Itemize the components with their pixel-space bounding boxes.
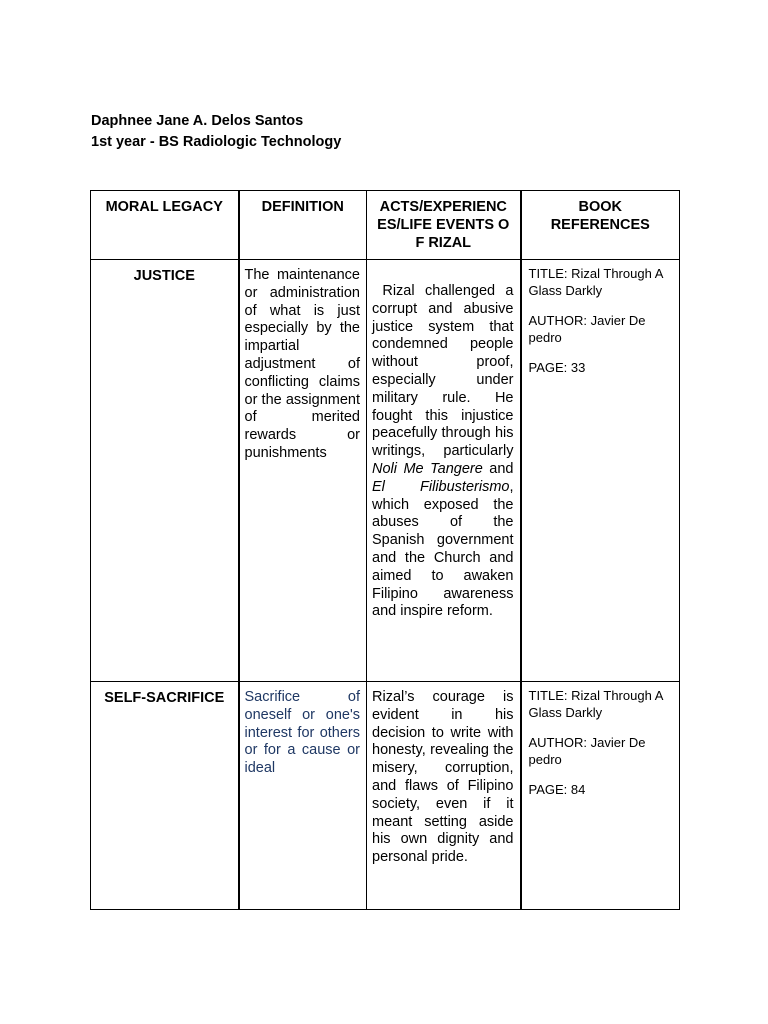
- book-reference: [522, 682, 680, 799]
- table-row: [91, 682, 680, 910]
- acts-text-part: and: [482, 460, 514, 477]
- table-row: [91, 260, 680, 682]
- acts-cell: [367, 682, 521, 910]
- document-header: [91, 111, 341, 153]
- reference-page: PAGE: 33: [528, 360, 586, 375]
- book-title-noli: Noli Me Tangere: [372, 460, 483, 477]
- reference-author: AUTHOR: Javier De pedro: [528, 735, 646, 767]
- definition-text: The maintenance or administration of what is just especially by the impartial adjustment of conflicting claims or the assignment of merited rewards or punishments: [244, 267, 360, 461]
- student-name: Daphnee Jane A. Delos Santos: [91, 113, 304, 129]
- reference-author: AUTHOR: Javier De pedro: [528, 313, 646, 345]
- definition-cell: [239, 682, 367, 910]
- column-header-book-references: [521, 191, 680, 260]
- reference-title: TITLE: Rizal Through A Glass Darkly: [528, 266, 663, 298]
- legacy-cell: [91, 260, 239, 682]
- acts-text: [367, 260, 520, 621]
- references-cell: [521, 682, 680, 910]
- book-reference: [522, 260, 680, 377]
- student-program: 1st year - BS Radiologic Technology: [91, 134, 342, 150]
- acts-cell: [367, 260, 521, 682]
- column-header-definition: DEFINITION: [239, 191, 367, 260]
- book-title-fili: El Filibusterismo: [372, 478, 510, 495]
- definition-cell: [239, 260, 367, 682]
- moral-legacy-table: [90, 190, 680, 910]
- references-cell: [521, 260, 680, 682]
- reference-title: TITLE: Rizal Through A Glass Darkly: [528, 688, 663, 720]
- reference-page: PAGE: 84: [528, 782, 586, 797]
- acts-text-part: , which exposed the abuses of the Spanish government and the Church and aimed to awaken Filipino awareness and inspire reform.: [372, 478, 514, 620]
- legacy-name: SELF-SACRIFICE: [104, 690, 225, 706]
- column-header-moral-legacy: MORAL LEGACY: [91, 191, 239, 260]
- column-header-acts-label: ACTS/EXPERIENCES/LIFE EVENTS OF RIZAL: [377, 199, 510, 251]
- definition-text: Sacrifice of oneself or one's interest for others or for a cause or ideal: [244, 689, 360, 777]
- column-header-book-references-label: BOOK REFERENCES: [550, 199, 650, 233]
- acts-text: Rizal’s courage is evident in his decision to write with honesty, revealing the misery, corruption, and flaws of Filipino society, even if it meant setting aside his own dignity and personal pride.: [372, 689, 514, 866]
- table-header-row: [91, 191, 680, 260]
- column-header-acts: [367, 191, 521, 260]
- legacy-cell: [91, 682, 239, 910]
- acts-text-part: Rizal challenged a corrupt and abusive justice system that condemned people without proof, especially under military rule. He fought this injustice peacefully through his writings, particularly: [372, 283, 514, 460]
- legacy-name: JUSTICE: [133, 268, 195, 284]
